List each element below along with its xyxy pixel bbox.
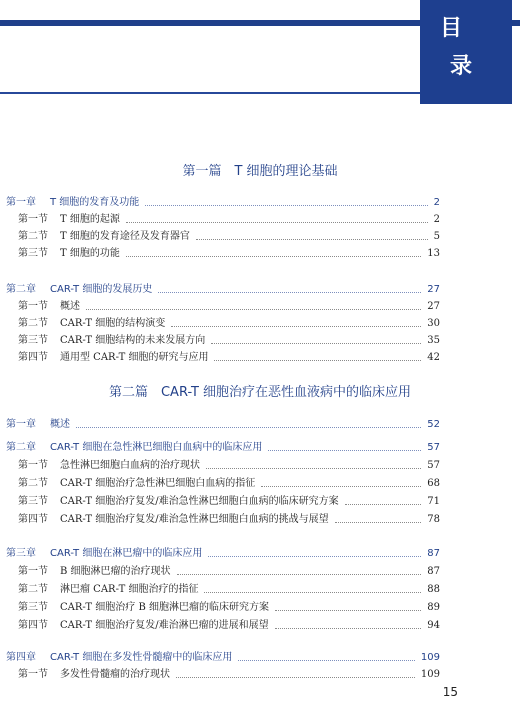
entry-page: 27 — [427, 301, 440, 312]
toc-section-entry[interactable] — [0, 668, 440, 682]
entry-page: 2 — [433, 214, 440, 225]
header-rule — [0, 92, 480, 94]
entry-number: 第一节 — [18, 214, 48, 225]
dot-leader — [238, 651, 415, 661]
entry-number: 第四节 — [18, 352, 48, 363]
entry-number: 第一节 — [18, 460, 48, 471]
dot-leader — [268, 441, 421, 451]
toc-chapter-entry[interactable] — [0, 547, 440, 561]
dot-leader — [204, 583, 421, 593]
entry-number: 第一节 — [18, 301, 48, 312]
entry-title: CAR-T 细胞治疗 B 细胞淋巴瘤的临床研究方案 — [60, 602, 269, 613]
entry-title: 多发性骨髓瘤的治疗现状 — [60, 669, 170, 680]
entry-title: 淋巴瘤 CAR-T 细胞治疗的指征 — [60, 584, 199, 595]
part-heading-1: 第一篇 T 细胞的理论基础 — [182, 164, 338, 179]
entry-title: T 细胞的发育及功能 — [50, 197, 140, 208]
entry-page: 57 — [427, 442, 440, 453]
toc-section-entry[interactable] — [0, 317, 440, 331]
toc-section-entry[interactable] — [0, 565, 440, 579]
entry-page: 87 — [427, 566, 440, 577]
entry-page: 5 — [433, 231, 440, 242]
dot-leader — [275, 601, 421, 611]
entry-title: CAR-T 细胞治疗复发/难治急性淋巴细胞白血病的临床研究方案 — [60, 496, 339, 507]
part-heading-2: 第二篇 CAR-T 细胞治疗在恶性血液病中的临床应用 — [108, 385, 412, 400]
toc-chapter-entry[interactable] — [0, 441, 440, 455]
toc-section-entry[interactable] — [0, 583, 440, 597]
entry-number: 第一节 — [18, 566, 48, 577]
entry-number: 第二节 — [18, 318, 48, 329]
toc-section-entry[interactable] — [0, 334, 440, 348]
dot-leader — [208, 547, 421, 557]
entry-title: CAR-T 细胞的发展历史 — [50, 284, 153, 295]
entry-number: 第二节 — [18, 584, 48, 595]
dot-leader — [206, 459, 421, 469]
entry-number: 第二节 — [18, 478, 48, 489]
entry-title: 通用型 CAR-T 细胞的研究与应用 — [60, 352, 209, 363]
dot-leader — [261, 477, 421, 487]
toc-section-entry[interactable] — [0, 619, 440, 633]
entry-number: 第四节 — [18, 620, 48, 631]
title-char-1: 目 — [440, 16, 463, 41]
toc-chapter-entry[interactable] — [0, 196, 440, 210]
entry-number: 第二节 — [18, 231, 48, 242]
toc-section-entry[interactable] — [0, 601, 440, 615]
entry-number: 第三节 — [18, 602, 48, 613]
entry-number: 第二章 — [6, 442, 36, 453]
dot-leader — [211, 334, 421, 344]
toc-section-entry[interactable] — [0, 495, 440, 509]
entry-title: B 细胞淋巴瘤的治疗现状 — [60, 566, 171, 577]
entry-number: 第一章 — [6, 419, 36, 430]
entry-title: 概述 — [60, 301, 80, 312]
toc-section-entry[interactable] — [0, 477, 440, 491]
entry-page: 109 — [420, 652, 440, 663]
entry-title: CAR-T 细胞在急性淋巴细胞白血病中的临床应用 — [50, 442, 263, 453]
entry-page: 27 — [427, 284, 440, 295]
title-char-2: 录 — [450, 54, 473, 79]
page-number: 15 — [442, 685, 458, 699]
entry-page: 30 — [427, 318, 440, 329]
entry-title: CAR-T 细胞在淋巴瘤中的临床应用 — [50, 548, 203, 559]
entry-page: 88 — [427, 584, 440, 595]
entry-number: 第三节 — [18, 335, 48, 346]
toc-section-entry[interactable] — [0, 351, 440, 365]
entry-title: CAR-T 细胞治疗急性淋巴细胞白血病的指征 — [60, 478, 256, 489]
toc-section-entry[interactable] — [0, 300, 440, 314]
entry-page: 94 — [427, 620, 440, 631]
dot-leader — [86, 300, 421, 310]
dot-leader — [145, 196, 428, 206]
toc-section-entry[interactable] — [0, 213, 440, 227]
dot-leader — [171, 317, 421, 327]
entry-page: 35 — [427, 335, 440, 346]
dot-leader — [176, 668, 415, 678]
dot-leader — [158, 283, 421, 293]
entry-page: 52 — [427, 419, 440, 430]
entry-page: 13 — [427, 248, 440, 259]
entry-title: CAR-T 细胞结构的未来发展方向 — [60, 335, 206, 346]
entry-page: 2 — [433, 197, 440, 208]
entry-page: 57 — [427, 460, 440, 471]
entry-page: 89 — [427, 602, 440, 613]
dot-leader — [345, 495, 421, 505]
dot-leader — [335, 513, 421, 523]
entry-title: 概述 — [50, 419, 70, 430]
entry-title: T 细胞的起源 — [60, 214, 120, 225]
entry-number: 第一节 — [18, 669, 48, 680]
entry-title: CAR-T 细胞治疗复发/难治淋巴瘤的进展和展望 — [60, 620, 269, 631]
toc-chapter-entry[interactable] — [0, 283, 440, 297]
entry-page: 71 — [427, 496, 440, 507]
toc-section-entry[interactable] — [0, 513, 440, 527]
entry-title: T 细胞的功能 — [60, 248, 120, 259]
entry-page: 68 — [427, 478, 440, 489]
toc-chapter-entry[interactable] — [0, 418, 440, 432]
dot-leader — [76, 418, 421, 428]
entry-number: 第四节 — [18, 514, 48, 525]
toc-section-entry[interactable] — [0, 230, 440, 244]
entry-number: 第三节 — [18, 496, 48, 507]
entry-number: 第四章 — [6, 652, 36, 663]
entry-page: 78 — [427, 514, 440, 525]
entry-number: 第一章 — [6, 197, 36, 208]
entry-title: CAR-T 细胞的结构演变 — [60, 318, 166, 329]
entry-number: 第三节 — [18, 248, 48, 259]
entry-title: T 细胞的发育途径及发育器官 — [60, 231, 190, 242]
toc-chapter-entry[interactable] — [0, 651, 440, 665]
entry-page: 109 — [420, 669, 440, 680]
dot-leader — [275, 619, 421, 629]
dot-leader — [126, 213, 428, 223]
toc-section-entry[interactable] — [0, 247, 440, 261]
dot-leader — [177, 565, 421, 575]
dot-leader — [126, 247, 421, 257]
contents-title-block — [420, 0, 512, 104]
entry-page: 87 — [427, 548, 440, 559]
entry-number: 第二章 — [6, 284, 36, 295]
entry-page: 42 — [427, 352, 440, 363]
entry-title: CAR-T 细胞在多发性骨髓瘤中的临床应用 — [50, 652, 233, 663]
toc-section-entry[interactable] — [0, 459, 440, 473]
dot-leader — [196, 230, 428, 240]
entry-number: 第三章 — [6, 548, 36, 559]
entry-title: 急性淋巴细胞白血病的治疗现状 — [60, 460, 200, 471]
entry-title: CAR-T 细胞治疗复发/难治急性淋巴细胞白血病的挑战与展望 — [60, 514, 329, 525]
dot-leader — [214, 351, 421, 361]
